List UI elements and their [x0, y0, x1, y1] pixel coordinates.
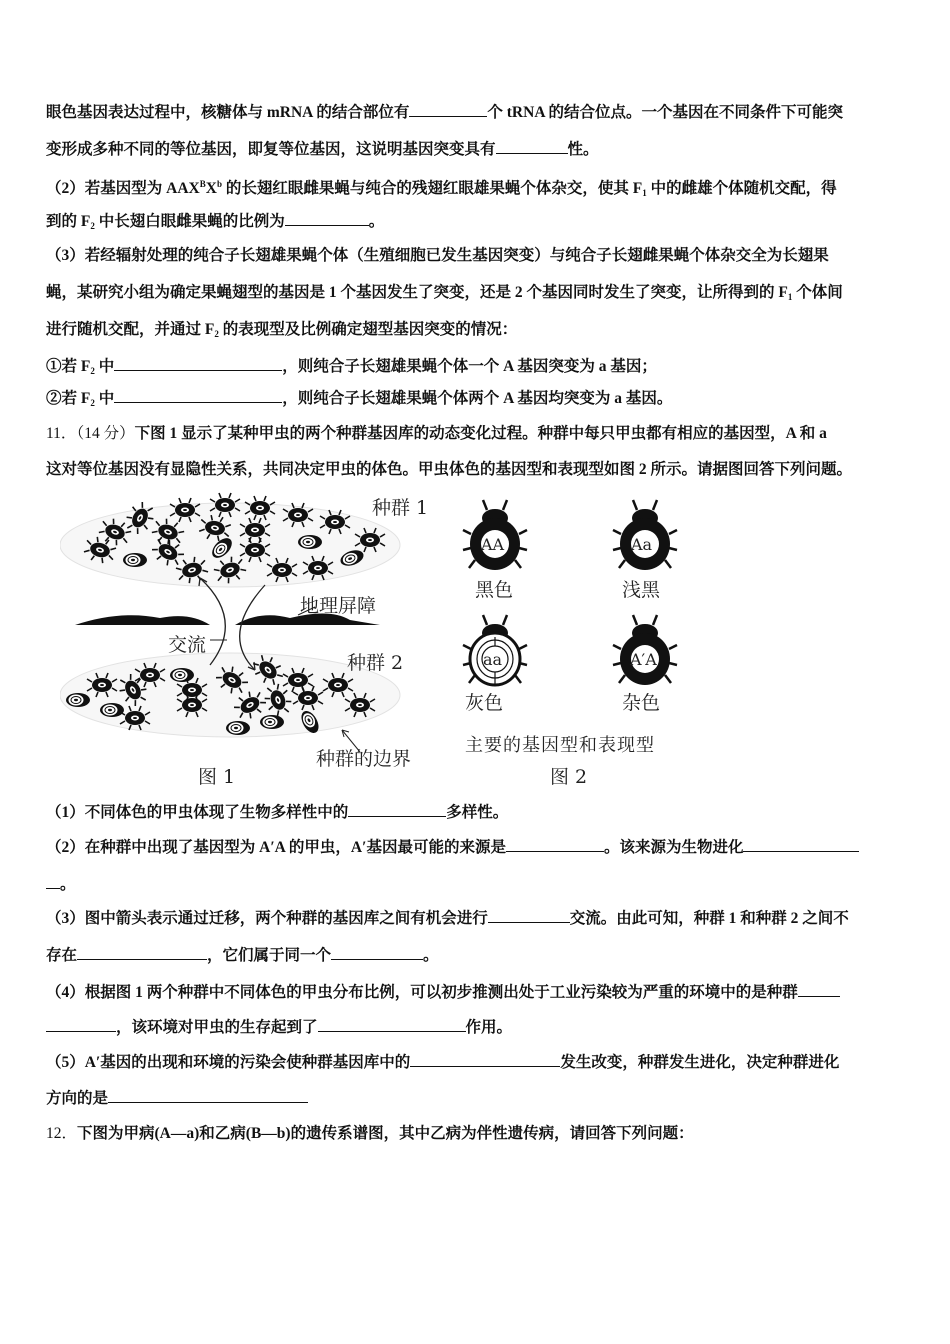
text: （4）根据图 1 两个种群中不同体色的甲虫分布比例，可以初步推测出处于工业污染较为严重的环境中的是种群 [46, 984, 798, 1001]
phenotype-mottled: 杂色 [622, 692, 661, 714]
question-number: 11． [46, 425, 77, 442]
text: 的长翅红眼雌果蝇与纯合的残翅红眼雄果蝇个体杂交，使其 F [221, 180, 643, 197]
text: 发生改变，种群发生进化，决定种群进化 [560, 1054, 840, 1071]
text: ，它们属于同一个 [207, 947, 332, 964]
q11-part1 [46, 802, 508, 823]
figure-2-subtitle: 主要的基因型和表现型 [465, 735, 655, 756]
q10-text-line-1 [46, 102, 843, 123]
q10-part3-case-2 [46, 388, 672, 413]
answer-blank[interactable] [285, 211, 369, 226]
text: （2）若基因型为 AAX [46, 180, 200, 197]
text: ，则纯合子长翅雄果蝇个体一个 A 基因突变为 a 基因； [282, 358, 657, 375]
answer-blank[interactable] [506, 837, 604, 852]
phenotype-light-black: 浅黑 [622, 579, 661, 601]
genotype-aa: aa [483, 650, 503, 669]
population-2-label: 种群 2 [347, 652, 404, 674]
q10-part3-line-3 [46, 320, 517, 344]
q11-part4-line-2 [46, 1017, 512, 1038]
subscript: 2 [214, 329, 219, 339]
text: （3）图中箭头表示通过迁移，两个种群的基因库之间有机会进行 [46, 910, 488, 927]
text: 的表现型及比例确定翅型基因突变的情况： [218, 321, 518, 338]
text: X [205, 180, 217, 197]
text: 。 [368, 213, 385, 230]
q11-part3-line-1 [46, 908, 849, 929]
answer-blank[interactable] [114, 356, 282, 371]
answer-blank[interactable] [496, 139, 568, 154]
text: 个 tRNA 的结合位点。一个基因在不同条件下可能突 [487, 104, 844, 121]
text: 存在 [46, 947, 78, 964]
answer-blank[interactable] [318, 1017, 466, 1032]
text: 蝇，某研究小组为确定果蝇翅型的基因是 1 个基因发生了突变，还是 2 个基因同时发生了突变，让所得到的 F [46, 284, 788, 301]
text: （1）不同体色的甲虫体现了生物多样性中的 [46, 804, 349, 821]
superscript: b [216, 179, 222, 189]
answer-blank[interactable] [108, 1088, 308, 1103]
genotype-A-prime-A: A′A [630, 650, 657, 669]
answer-blank-continued[interactable] [46, 874, 60, 889]
text: 中长翅白眼雌果蝇的比例为 [94, 213, 285, 230]
text: 。该来源为生物进化 [603, 839, 744, 856]
q10-part2-line-2 [46, 211, 384, 236]
q10-part2-line-1 [46, 174, 837, 203]
q11-intro-line-2 [46, 460, 852, 480]
answer-blank[interactable] [743, 837, 859, 852]
question-score: （14 分） [76, 425, 135, 442]
answer-blank[interactable] [114, 388, 282, 403]
answer-blank[interactable] [798, 982, 840, 997]
superscript: B [199, 179, 206, 189]
phenotype-black: 黑色 [475, 579, 514, 601]
text: 中 [94, 390, 115, 407]
text: 到的 F [46, 213, 91, 230]
text: ①若 F [46, 358, 91, 375]
answer-blank[interactable] [331, 945, 423, 960]
text: 个体间 [792, 284, 843, 301]
text: 作用。 [465, 1019, 513, 1036]
subscript: 1 [642, 188, 647, 198]
subscript: 2 [90, 398, 95, 408]
subscript: 2 [90, 366, 95, 376]
text: （5）A′基因的出现和环境的污染会使种群基因库中的 [46, 1054, 411, 1071]
text: 中 [94, 358, 115, 375]
q10-text-line-2 [46, 139, 599, 160]
genotype-AA: AA [481, 535, 505, 554]
text: 交流。由此可知，种群 1 和种群 2 之间不 [569, 910, 849, 927]
q11-part2-line-2 [46, 874, 76, 895]
text: 下图为甲病(A—a)和乙病(B—b)的遗传系谱图，其中乙病为伴性遗传病，请回答下列问题： [77, 1125, 694, 1142]
q10-part3-line-2 [46, 283, 843, 307]
q11-part4-line-1 [46, 982, 840, 1003]
q10-part3-case-1 [46, 356, 657, 381]
population-1-label: 种群 1 [372, 497, 429, 519]
text: （3）若经辐射处理的纯合子长翅雄果蝇个体（生殖细胞已发生基因突变）与纯合子长翅雌果蝇个体杂交全为长翅果 [46, 247, 829, 264]
text: 变形成多种不同的等位基因，即复等位基因，这说明基因突变具有 [46, 141, 496, 158]
answer-blank[interactable] [488, 908, 570, 923]
text: 这对等位基因没有显隐性关系，共同决定甲虫的体色。甲虫体色的基因型和表现型如图 2 所示。请据图回答下列问题。 [46, 461, 853, 478]
text: ，则纯合子长翅雄果蝇个体两个 A 基因均突变为 a 基因。 [282, 390, 673, 407]
phenotype-gray: 灰色 [465, 692, 504, 714]
answer-blank-continued[interactable] [46, 1017, 116, 1032]
text: ②若 F [46, 390, 91, 407]
text: 方向的是 [46, 1090, 109, 1107]
figure-2-caption: 图 2 [550, 766, 588, 788]
q11-part2-line-1 [46, 837, 859, 858]
figure-1-caption: 图 1 [198, 766, 236, 788]
q11-intro-line-1 [46, 424, 827, 444]
exchange-label: 交流 [168, 634, 207, 656]
text: 眼色基因表达过程中，核糖体与 mRNA 的结合部位有 [46, 104, 410, 121]
answer-blank[interactable] [410, 1052, 560, 1067]
answer-blank[interactable] [348, 802, 446, 817]
subscript: 2 [90, 221, 95, 231]
boundary-label: 种群的边界 [316, 748, 412, 770]
text: 进行随机交配，并通过 F [46, 321, 215, 338]
barrier-label: 地理屏障 [300, 595, 377, 617]
q10-part3-line-1 [46, 246, 829, 266]
q11-part3-line-2 [46, 945, 439, 966]
answer-blank[interactable] [409, 102, 487, 117]
text: （2）在种群中出现了基因型为 A′A 的甲虫，A′基因最可能的来源是 [46, 839, 506, 856]
text: 。 [423, 947, 439, 964]
figure-1-population-diagram [60, 490, 450, 790]
q12-intro [46, 1124, 694, 1144]
subscript: 1 [787, 292, 793, 302]
question-number: 12． [46, 1125, 78, 1142]
text: ，该环境对甲虫的生存起到了 [116, 1019, 318, 1036]
q11-part5-line-1 [46, 1052, 839, 1073]
text: 。 [60, 876, 76, 893]
text: 下图 1 显示了某种甲虫的两个种群基因库的动态变化过程。种群中每只甲虫都有相应的基因型，A 和 a [134, 425, 827, 442]
figure-2-genotype-phenotype [450, 490, 710, 790]
q11-part5-line-2 [46, 1088, 308, 1109]
text: 中的雌雄个体随机交配，得 [646, 180, 837, 197]
answer-blank[interactable] [77, 945, 207, 960]
text: 性。 [567, 141, 599, 158]
genotype-Aa: Aa [631, 535, 653, 554]
text: 多样性。 [446, 804, 509, 821]
